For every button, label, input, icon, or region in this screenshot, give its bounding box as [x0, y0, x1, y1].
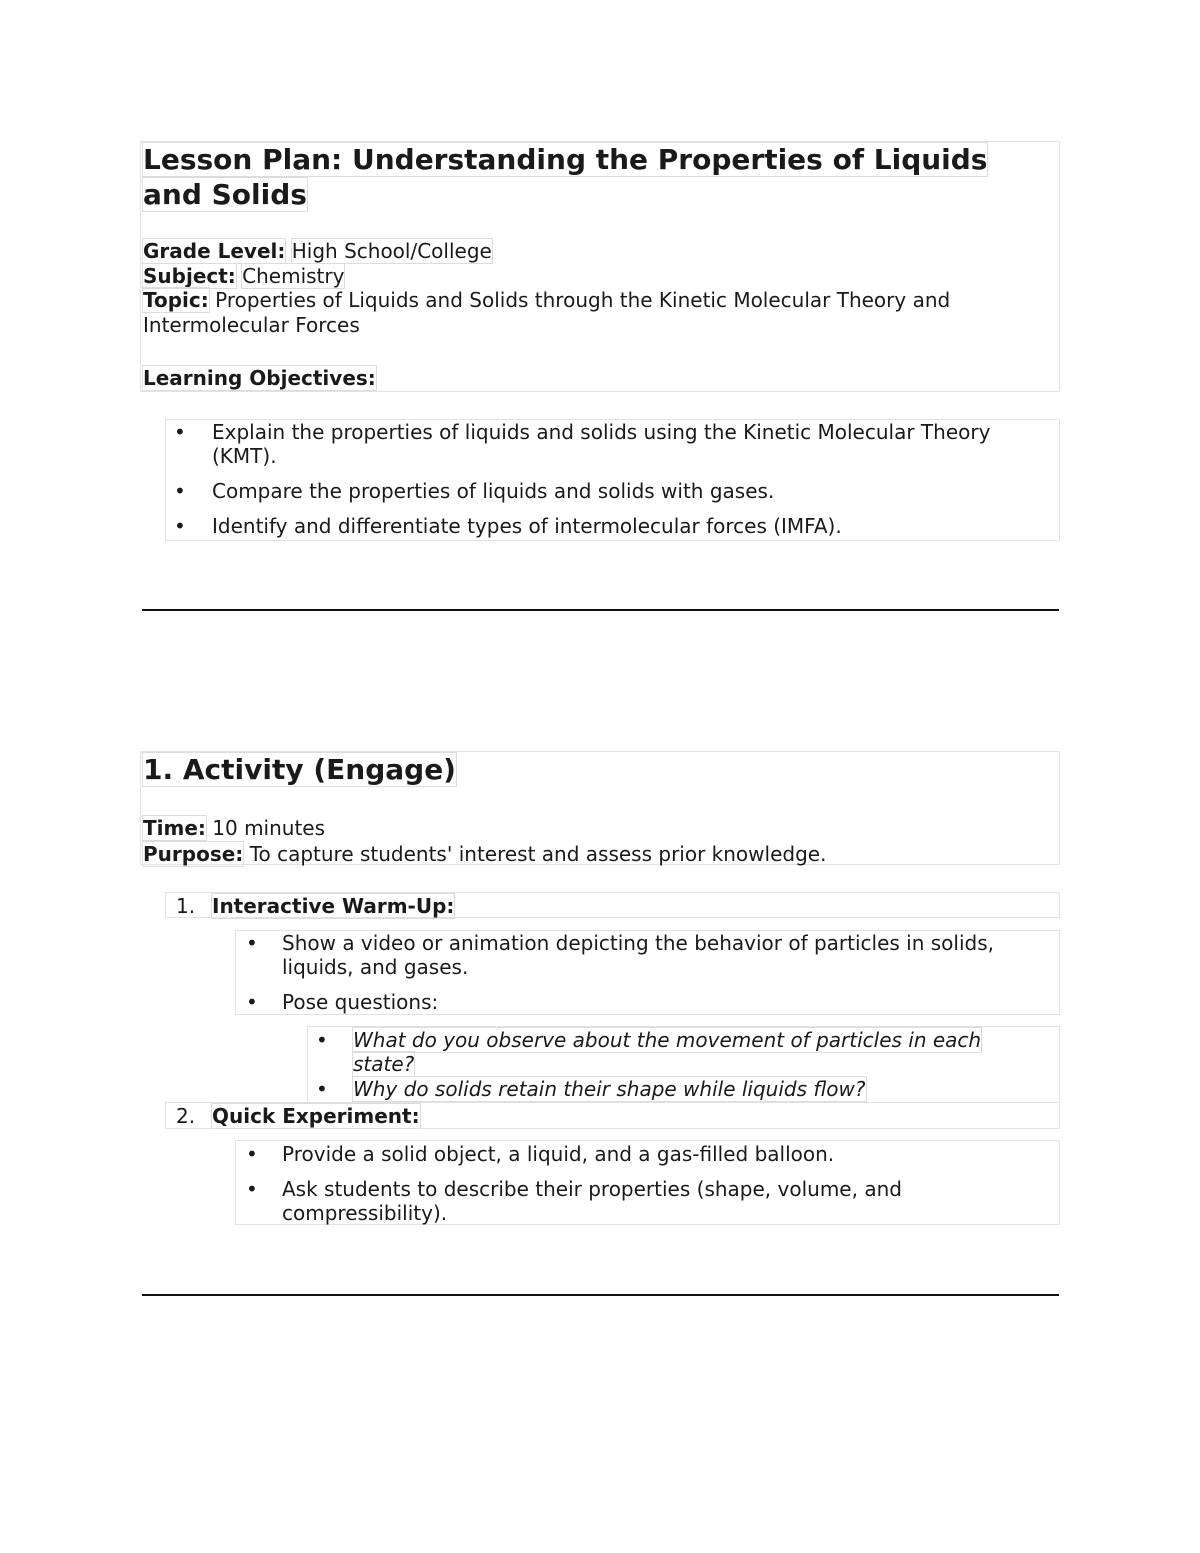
subject-label: Subject: — [143, 263, 236, 288]
question-line-2: state? — [353, 1052, 415, 1076]
question-item — [316, 1028, 1056, 1076]
step-number: 2. — [176, 1104, 196, 1128]
experiment-list — [235, 1140, 1060, 1225]
title-line-1: Lesson Plan: Understanding the Properties of Liquids — [143, 143, 988, 176]
step-label: Quick Experiment: — [212, 1104, 420, 1128]
section-divider — [142, 1294, 1059, 1296]
bullet-icon: • — [246, 1177, 258, 1201]
objective-line-1: Explain the properties of liquids and solids using the Kinetic Molecular Theory — [212, 420, 991, 444]
grade-level-label: Grade Level: — [143, 239, 286, 263]
objective-item — [174, 420, 1054, 468]
bullet-icon: • — [246, 931, 258, 955]
step-item — [165, 1102, 1060, 1129]
objective-line-1: Identify and differentiate types of intermolecular forces (IMFA). — [212, 514, 842, 538]
warmup-item — [246, 990, 1056, 1014]
grade-level-row — [141, 239, 1056, 264]
activity-heading — [141, 752, 456, 787]
time-value: 10 minutes — [212, 816, 326, 840]
grade-level-value: High School/College — [291, 239, 492, 263]
objectives-heading-row — [141, 366, 376, 391]
topic-row — [141, 288, 1056, 337]
bullet-icon: • — [174, 420, 186, 444]
lesson-header-block — [140, 141, 1060, 392]
objective-item — [174, 514, 1054, 538]
experiment-line-2: compressibility). — [282, 1201, 448, 1225]
subject-row — [141, 264, 1056, 289]
purpose-value: To capture students' interest and assess prior knowledge. — [249, 842, 827, 866]
topic-label: Topic: — [143, 288, 209, 312]
time-label: Time: — [143, 816, 206, 840]
question-item — [316, 1077, 1056, 1101]
step-item — [165, 892, 1060, 918]
warmup-line-1: Pose questions: — [282, 990, 439, 1014]
bullet-icon: • — [246, 990, 258, 1014]
question-line-1: Why do solids retain their shape while liquids flow? — [353, 1077, 866, 1101]
bullet-icon: • — [174, 479, 186, 503]
warmup-line-1: Show a video or animation depicting the behavior of particles in solids, — [282, 931, 995, 955]
objective-item — [174, 479, 1054, 503]
experiment-line-1: Ask students to describe their properties (shape, volume, and — [282, 1177, 902, 1201]
warmup-list — [235, 930, 1060, 1015]
objectives-list — [165, 419, 1060, 541]
topic-value-line-2: Intermolecular Forces — [143, 312, 360, 337]
activity-header-block — [140, 751, 1060, 865]
title-line-2: and Solids — [143, 178, 307, 211]
purpose-row — [141, 841, 1056, 867]
experiment-item — [246, 1142, 1056, 1166]
bullet-icon: • — [246, 1142, 258, 1166]
time-row — [141, 815, 1056, 841]
bullet-icon: • — [174, 514, 186, 538]
objective-line-1: Compare the properties of liquids and solids with gases. — [212, 479, 775, 503]
question-line-1: What do you observe about the movement of particles in each — [353, 1028, 982, 1052]
activity-heading-text: 1. Activity (Engage) — [143, 753, 456, 786]
experiment-item — [246, 1177, 1056, 1225]
objective-line-2: (KMT). — [212, 444, 277, 468]
bullet-icon: • — [316, 1077, 328, 1101]
step-label: Interactive Warm-Up: — [212, 894, 455, 918]
purpose-label: Purpose: — [143, 842, 244, 866]
experiment-line-1: Provide a solid object, a liquid, and a gas-filled balloon. — [282, 1142, 835, 1166]
bullet-icon: • — [316, 1028, 328, 1052]
questions-list — [307, 1026, 1060, 1103]
page-title — [141, 142, 987, 212]
topic-value-line-1: Properties of Liquids and Solids through the Kinetic Molecular Theory and — [215, 288, 951, 312]
step-number: 1. — [176, 894, 196, 918]
warmup-item — [246, 931, 1056, 979]
objectives-label: Learning Objectives: — [143, 366, 376, 390]
warmup-line-2: liquids, and gases. — [282, 955, 469, 979]
section-divider — [142, 609, 1059, 611]
subject-value: Chemistry — [242, 263, 345, 288]
